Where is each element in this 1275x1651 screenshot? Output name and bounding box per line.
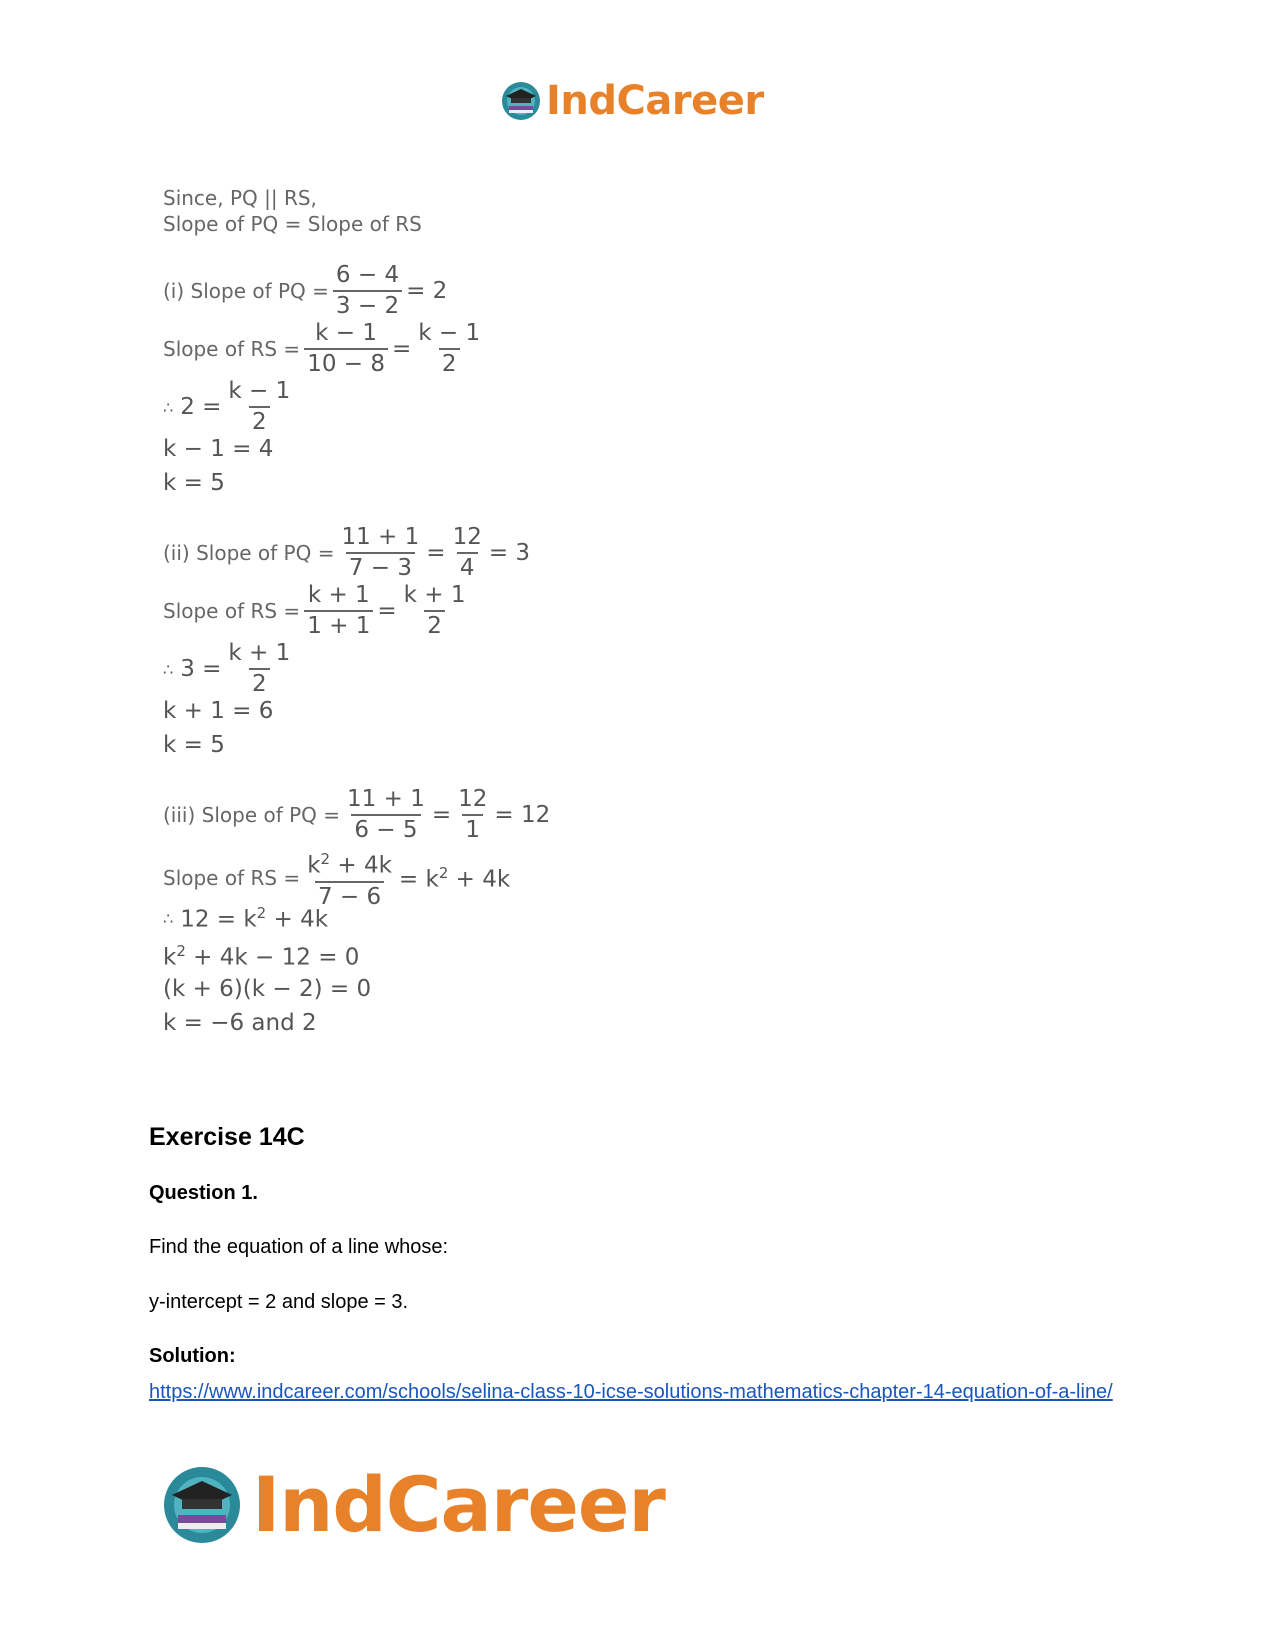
part-iii-step2: (k + 6)(k − 2) = 0 [163, 976, 372, 1002]
part-i-therefore-line: ∴ 2 = $\frac{k - 1}{2}$ [163, 378, 291, 435]
question-heading: Question 1. [149, 1182, 258, 1204]
part-i-pq-line: (i) Slope of PQ = $\frac{6 - 4}{3 - 2}$ = 2 [163, 262, 448, 319]
part-ii-step1: k + 1 = 6 [163, 698, 274, 724]
question-given: y-intercept = 2 and slope = 3. [149, 1291, 409, 1313]
part-ii-therefore-line: ∴ 3 = $\frac{k + 1}{2}$ [163, 640, 291, 697]
part-i-rs-line: Slope of RS = $\frac{k - 1}{10 - 8}$ = $\frac{k - 1}{2}$ [163, 320, 481, 377]
part-ii-pq-line: (ii) Slope of PQ = $\frac{11 + 1}{7 - 3}$ = $\frac{12}{4}$ = 3 [163, 524, 531, 581]
part-iii-step3: k = −6 and 2 [163, 1010, 317, 1036]
since-line: Since, PQ || RS, [163, 186, 317, 210]
slopes-equal-line: Slope of PQ = Slope of RS [163, 212, 422, 236]
solution-link[interactable]: https://www.indcareer.com/schools/selina-class-10-icse-solutions-mathematics-chapter-14-equation-of-a-line/ [149, 1381, 1113, 1403]
question-prompt: Find the equation of a line whose: [149, 1236, 449, 1258]
part-iii-therefore-line: ∴ $12 = k^2 + 4k$ [163, 904, 329, 933]
solution-label: Solution: [149, 1345, 236, 1367]
part-iii-rs-line: Slope of RS = $\frac{k^2 + 4k}{7 - 6}$ = $k^2 + 4k$ [163, 850, 511, 910]
exercise-heading: Exercise 14C [149, 1123, 305, 1151]
part-ii-rs-line: Slope of RS = $\frac{k + 1}{1 + 1}$ = $\frac{k + 1}{2}$ [163, 582, 466, 639]
graduation-cap-icon [160, 1463, 244, 1547]
part-ii-step2: k = 5 [163, 732, 225, 758]
part-iii-pq-line: (iii) Slope of PQ = $\frac{11 + 1}{6 - 5}$ = $\frac{12}{1}$ = 12 [163, 786, 551, 843]
graduation-cap-icon [500, 80, 542, 122]
part-iii-step1: $k^2 + 4k - 12 = 0$ [163, 942, 360, 971]
footer-logo [160, 1460, 665, 1549]
logo-text: IndCareer [546, 78, 764, 124]
logo-text: IndCareer [252, 1460, 665, 1549]
part-i-step2: k = 5 [163, 470, 225, 496]
header-logo [500, 78, 764, 124]
part-i-step1: k − 1 = 4 [163, 436, 274, 462]
